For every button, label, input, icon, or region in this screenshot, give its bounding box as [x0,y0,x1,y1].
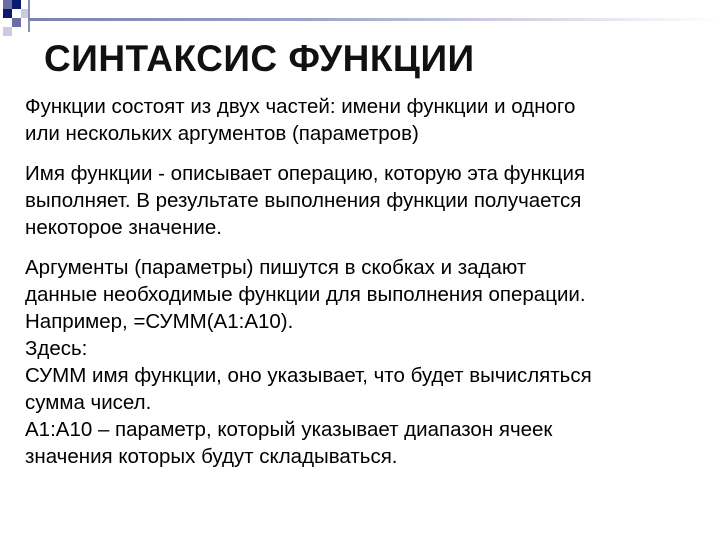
decor-vertical-line [28,0,30,32]
decor-horizontal-line [28,18,720,21]
slide-body [25,93,715,483]
paragraph-arguments: Аргументы (параметры) пишутся в скобках и задают данные необходимые функции для выполнения операции. Например, =СУММ(А1:А10). Здесь: СУММ имя функции, оно указывает, что будет вычисляться сумма чисел. А1:А10 – параметр, который указывает диапазон ячеек значения которых будут складываться. [25,256,592,468]
decor-square [12,18,21,27]
decor-square [3,9,12,18]
decor-square [3,27,12,36]
decor-square [12,0,21,9]
slide-title: СИНТАКСИС ФУНКЦИИ [44,38,475,79]
paragraph-function-name: Имя функции - описывает операцию, которую эта функция выполняет. В результате выполнения функции получается некоторое значение. [25,162,586,239]
decor-square [3,0,12,9]
paragraph-intro: Функции состоят из двух частей: имени функции и одного или нескольких аргументов (параметров) [25,95,576,145]
